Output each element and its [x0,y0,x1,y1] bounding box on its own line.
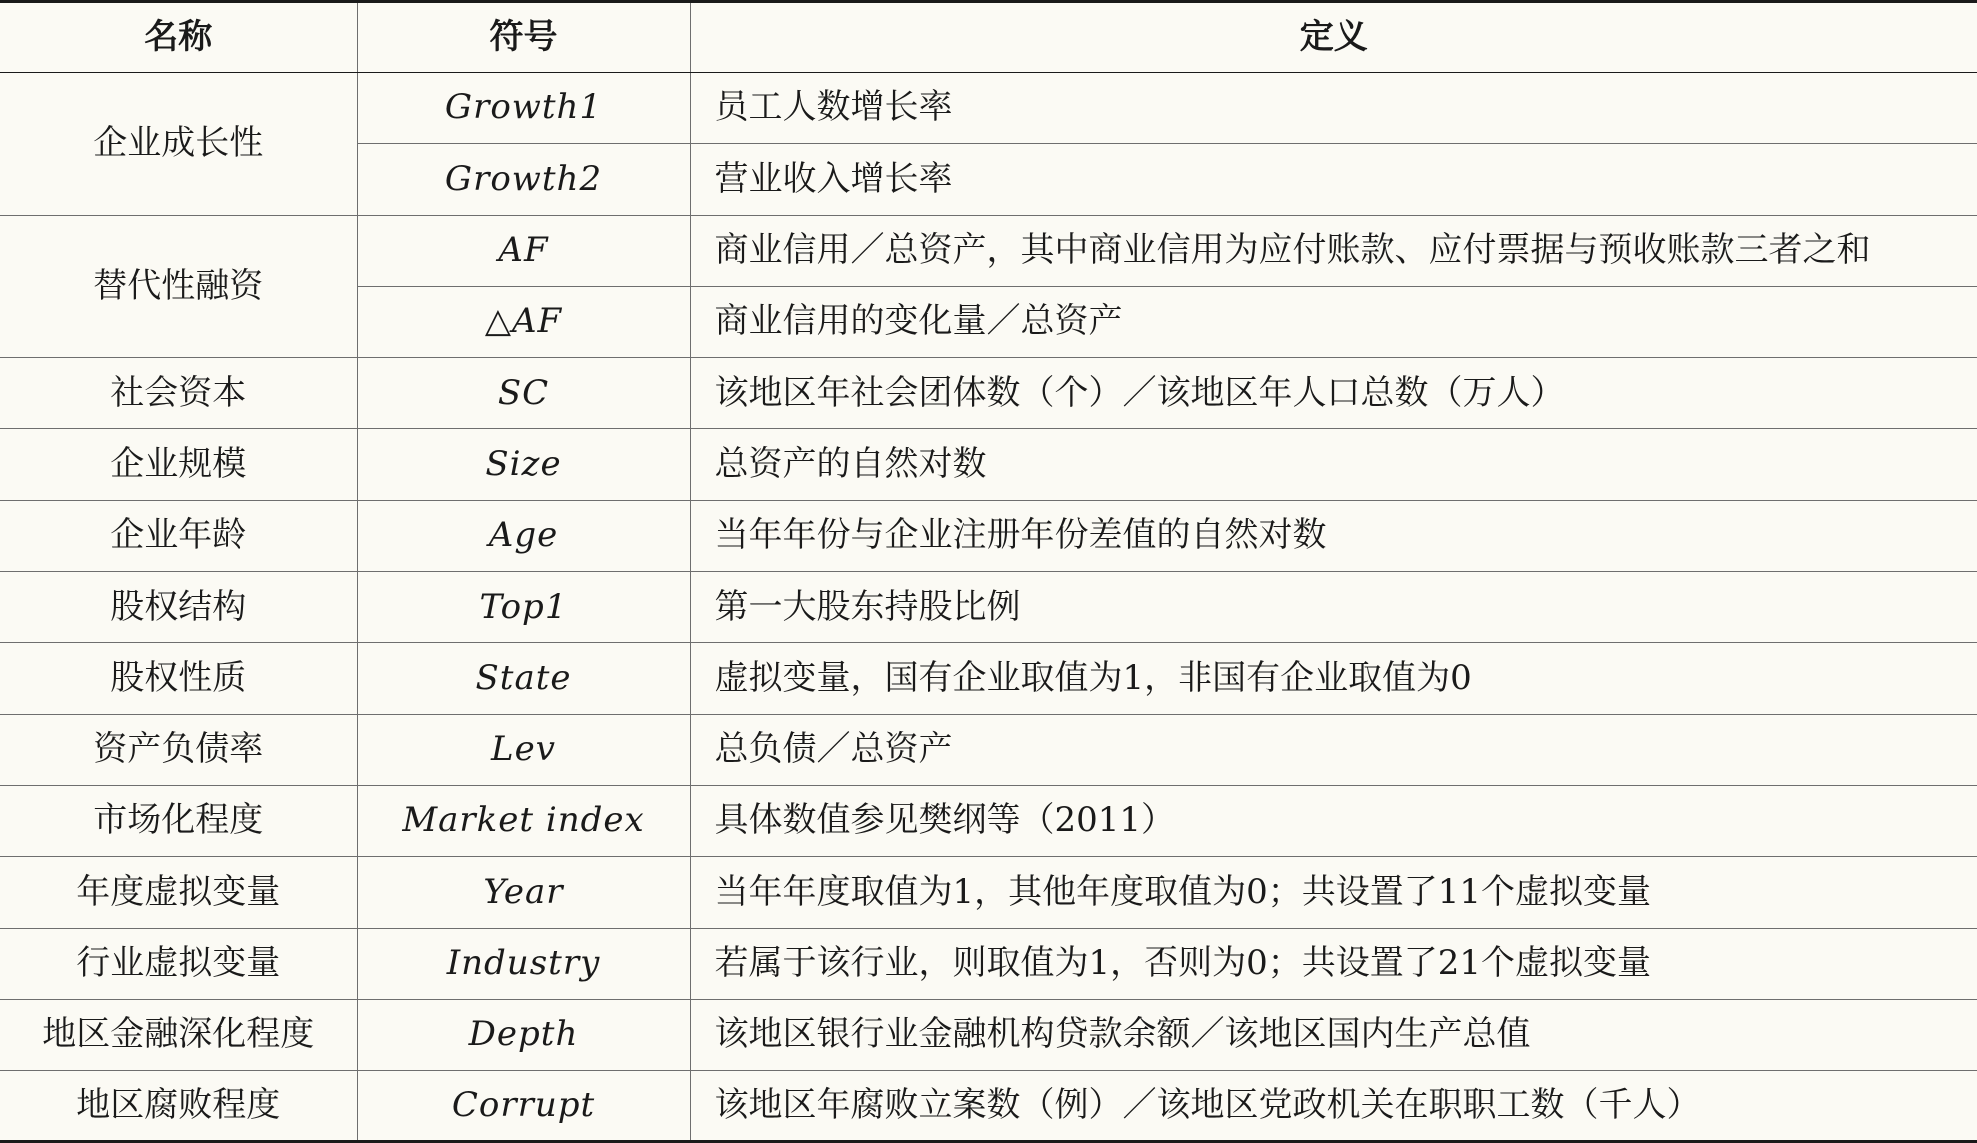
variable-name: 替代性融资 [0,215,357,358]
variable-definition: 若属于该行业，则取值为1，否则为0；共设置了21个虚拟变量 [690,928,1977,999]
variable-definition: 总资产的自然对数 [690,429,1977,500]
variable-definition: 总负债／总资产 [690,714,1977,785]
variable-name: 地区腐败程度 [0,1071,357,1142]
table-row [0,999,1977,1070]
variable-definition: 商业信用／总资产，其中商业信用为应付账款、应付票据与预收账款三者之和 [690,215,1977,286]
header-symbol: 符号 [357,2,690,73]
variable-symbol: Market index [357,785,690,856]
variable-symbol: △AF [357,286,690,357]
variable-definition: 营业收入增长率 [690,144,1977,215]
table-row [0,215,1977,286]
table-row [0,572,1977,643]
variable-name: 年度虚拟变量 [0,857,357,928]
header-definition: 定义 [690,2,1977,73]
variable-definition: 第一大股东持股比例 [690,572,1977,643]
table-header-row [0,2,1977,73]
table-row [0,429,1977,500]
variable-symbol: Top1 [357,572,690,643]
variable-name: 企业规模 [0,429,357,500]
table-row [0,714,1977,785]
variable-symbol: Size [357,429,690,500]
variable-symbol: AF [357,215,690,286]
table-row [0,73,1977,144]
variable-name: 企业成长性 [0,73,357,216]
table-row [0,358,1977,429]
table-row [0,1071,1977,1142]
variable-name: 地区金融深化程度 [0,999,357,1070]
variable-definition: 商业信用的变化量／总资产 [690,286,1977,357]
variable-definition: 具体数值参见樊纲等（2011） [690,785,1977,856]
variable-name: 市场化程度 [0,785,357,856]
variable-name: 社会资本 [0,358,357,429]
table-row [0,857,1977,928]
variable-symbol: Growth1 [357,73,690,144]
table-row [0,928,1977,999]
variable-name: 资产负债率 [0,714,357,785]
variable-symbol: Corrupt [357,1071,690,1142]
variable-definition: 该地区年社会团体数（个）／该地区年人口总数（万人） [690,358,1977,429]
variable-definition: 该地区银行业金融机构贷款余额／该地区国内生产总值 [690,999,1977,1070]
variable-definition: 该地区年腐败立案数（例）／该地区党政机关在职职工数（千人） [690,1071,1977,1142]
variable-symbol: State [357,643,690,714]
table-row [0,500,1977,571]
variable-symbol: Lev [357,714,690,785]
variable-definition: 员工人数增长率 [690,73,1977,144]
variable-definition: 当年年份与企业注册年份差值的自然对数 [690,500,1977,571]
table-row [0,785,1977,856]
header-name: 名称 [0,2,357,73]
variable-definition: 当年年度取值为1，其他年度取值为0；共设置了11个虚拟变量 [690,857,1977,928]
variable-symbol: SC [357,358,690,429]
variable-name: 行业虚拟变量 [0,928,357,999]
variable-name: 股权结构 [0,572,357,643]
variable-name: 股权性质 [0,643,357,714]
variable-symbol: Growth2 [357,144,690,215]
variable-symbol: Year [357,857,690,928]
variable-symbol: Depth [357,999,690,1070]
variable-definition: 虚拟变量，国有企业取值为1，非国有企业取值为0 [690,643,1977,714]
table-row [0,643,1977,714]
variable-name: 企业年龄 [0,500,357,571]
variable-symbol: Age [357,500,690,571]
variable-symbol: Industry [357,928,690,999]
